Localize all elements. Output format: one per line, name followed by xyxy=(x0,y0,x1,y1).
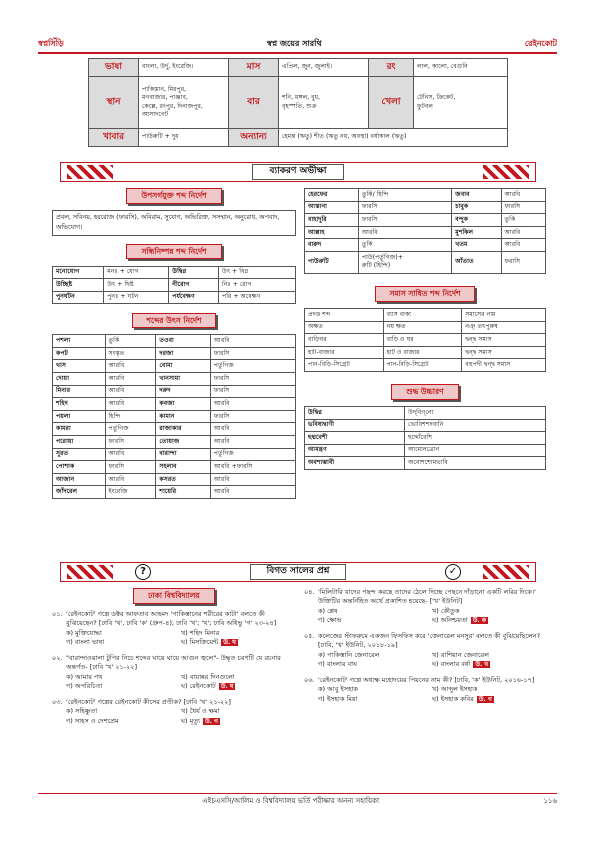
cell: দ্বন্দ্ব সমাস xyxy=(462,346,546,359)
cell: মিনার xyxy=(53,385,106,398)
cell: পাউরুটি xyxy=(305,251,359,273)
cell: ভোবিশশদবানি xyxy=(405,419,546,432)
place-line: পাকিস্তান, মিরপুর, xyxy=(142,86,187,94)
banner-stripe-right xyxy=(483,165,529,179)
day-line: বৃহস্পতি, শুক্র xyxy=(282,102,317,110)
cell: অবশ্যম্ভাবী xyxy=(305,457,405,470)
cell: উৎ + ছিষ্ট xyxy=(104,279,169,292)
right-column xyxy=(304,188,546,470)
option-b: খ) রাশিয়ান জেনারেল xyxy=(432,650,489,659)
table-row xyxy=(305,359,546,372)
cell: উচ্ছিষ্ট xyxy=(53,279,104,292)
day-line: শনি, মঙ্গল, বুধ, xyxy=(282,94,321,102)
option-b: খ) কৌতুক xyxy=(432,606,460,615)
question-number: ০৩. xyxy=(52,697,63,706)
cell: আরবি xyxy=(210,335,295,348)
cell: শহিদ xyxy=(53,398,106,411)
page-footer xyxy=(38,793,557,806)
table-row xyxy=(53,373,296,386)
grammar-banner xyxy=(60,162,536,182)
table-row xyxy=(305,444,546,457)
table-row xyxy=(305,419,546,432)
option-b: খ) শহিদ মিনার xyxy=(181,628,220,637)
cell: আরবি xyxy=(105,360,156,373)
past-questions-title: বিগত সালের প্রশ্ন xyxy=(250,564,347,579)
cell: কবজা xyxy=(156,398,210,411)
info-value-game xyxy=(414,77,508,129)
table-row xyxy=(53,291,296,304)
place-line: মগবাজার, পাঞ্জাব, xyxy=(142,94,188,102)
cell: নীরোগ xyxy=(169,279,219,292)
cell: হাট ও বাজার xyxy=(383,346,462,359)
cell: পোশাক xyxy=(53,461,106,474)
header-right: রেইনকোট xyxy=(524,39,557,48)
cell: তুর্কি xyxy=(105,335,156,348)
cell: ফরাসি xyxy=(501,251,545,273)
table-row xyxy=(53,486,296,499)
questions-right xyxy=(304,588,546,710)
cell: উদ্‌বিগ্‌নো xyxy=(405,406,546,419)
cell: ফারসি xyxy=(210,410,295,423)
info-value-place xyxy=(139,77,229,129)
option-b: খ) আব্দুল ইসহাক xyxy=(432,685,478,694)
banner-stripe-left xyxy=(67,165,113,179)
cell: দরুদ xyxy=(156,385,210,398)
table-row xyxy=(305,308,546,321)
question-number: ০৫. xyxy=(304,631,315,640)
table-row xyxy=(53,448,296,461)
cell: ফারসি xyxy=(358,201,451,214)
cell: আরবি xyxy=(105,448,156,461)
cell: সুরত xyxy=(53,448,106,461)
question-number: ০১. xyxy=(52,610,63,618)
option-d-text: ঘ) ইসহাক কবির xyxy=(432,694,474,703)
cell: আরবি xyxy=(105,473,156,486)
banner-stripe-left xyxy=(67,565,113,579)
section-utsa-title: শব্দের উৎস নির্দেশ xyxy=(132,313,217,328)
cell: আমোনত্রোন xyxy=(405,444,546,457)
cell: সহলাব xyxy=(156,461,210,474)
banner-stripe-right xyxy=(483,565,529,579)
question-number: ০২. xyxy=(52,653,63,662)
cell: আরবি xyxy=(105,398,156,411)
info-key-food: খাবার xyxy=(89,129,139,147)
check-mark-icon: ✓ xyxy=(445,564,461,580)
cell: মুশকিল xyxy=(452,226,501,239)
table-row xyxy=(53,347,296,360)
info-key-game: খেলা xyxy=(369,77,414,129)
cell: তুর্কি xyxy=(358,239,451,252)
cell: তুর্কি/ হিন্দি xyxy=(358,189,451,202)
cell: ফারসি xyxy=(210,373,295,386)
cell: ছদ্মবেশী xyxy=(305,432,405,445)
table-row xyxy=(305,226,546,239)
cell: মনঃ + যোগ xyxy=(104,266,169,279)
cell: ফারসি xyxy=(501,201,545,214)
header-left: স্বপ্নসিঁড়ি xyxy=(38,39,64,48)
table-row xyxy=(53,279,296,292)
option-d-text: ঘ) মিসক্রিয়েন্ট xyxy=(181,638,219,647)
option-d-text: ঘ) বাংলার বর্ষা xyxy=(432,660,471,669)
cell: বাড়ি ও ঘর xyxy=(383,334,462,347)
cell: আরবি xyxy=(210,473,295,486)
cell: আরবি xyxy=(210,486,295,499)
game-line: টেনিস, ক্রিকেট, xyxy=(417,94,456,102)
cell: কামরা xyxy=(53,423,106,436)
option-c: গ) বাংলা ভাষা xyxy=(66,638,105,647)
game-line: ফুটবল xyxy=(417,102,433,110)
table-row xyxy=(53,385,296,398)
cell: মনোযোগ xyxy=(53,266,104,279)
info-value-food: পাউরুটি + দুধ xyxy=(139,129,229,147)
info-row-3 xyxy=(89,129,508,147)
questions-left xyxy=(52,588,296,732)
info-value-other: হেমন্ত (ঋতু) শীত (ঋতু নয়, অবস্থা) বর্ষাকাল (ঋতু) xyxy=(279,129,508,147)
section-dhaka xyxy=(52,588,296,604)
cell: জবাব xyxy=(452,189,501,202)
cell: আরবি xyxy=(210,398,295,411)
option-a: ক) শ্লেষ xyxy=(318,606,338,615)
cell: পর্যবেক্ষণ xyxy=(169,291,219,304)
info-value-language: বাংলা, উর্দু, ইংরেজি। xyxy=(139,59,229,77)
samas-table xyxy=(304,308,546,372)
cell: বারান্দা xyxy=(156,448,210,461)
answer-badge: উ. ঘ xyxy=(220,683,234,691)
cell: পর্তুগিজ xyxy=(210,360,295,373)
cell: আরবি xyxy=(501,226,545,239)
option-d xyxy=(432,695,546,705)
place-line: আসাদগেট xyxy=(142,110,169,118)
table-row xyxy=(305,406,546,419)
cell: কসরত xyxy=(156,473,210,486)
cell: অক্ষত xyxy=(305,321,384,334)
question-text: 'রেইনকোট' গল্পে ডক্টর আফতাব আহমদ 'পাকিস্তানের শরীরের কাটা' বলতে কী বুঝিয়েছেন? [ঢাবি 'খ', ঢাবি 'ক' (গ্রুপ-৪); ঢাবি 'খ'; 'খ'; ঢাবি অধিভু 'গ' ২৩-২৪] xyxy=(66,610,277,628)
cell: আস্তানা xyxy=(305,201,359,214)
question xyxy=(52,610,296,648)
answer-badge: উ. ঘ xyxy=(475,661,489,669)
table-row xyxy=(53,360,296,373)
cell: রাজাকার xyxy=(156,423,210,436)
option-c: গ) ইসহাক মিয়া xyxy=(318,694,358,703)
cell: দ্বন্দ্ব সমাস xyxy=(462,334,546,347)
page-number: ১১৬ xyxy=(543,797,557,805)
cell: খাস xyxy=(53,360,106,373)
cell: বোমা xyxy=(156,360,210,373)
table-row xyxy=(53,398,296,411)
cell: উৎ + বিগ্ন xyxy=(219,266,296,279)
cell: নয় ক্ষত xyxy=(383,321,462,334)
question xyxy=(52,698,296,727)
cell: কামান xyxy=(156,410,210,423)
header-center: স্বপ্ন জয়ের সারথি xyxy=(266,39,322,48)
cell: ফারসি xyxy=(210,385,295,398)
info-value-month: এপ্রিল, জুন, জুলাই। xyxy=(279,59,369,77)
question xyxy=(304,676,546,705)
question xyxy=(304,632,546,670)
section-upasarga-title: উপসর্গযুক্ত শব্দ নির্দেশ xyxy=(126,188,221,203)
question-text: "বারান্দাওয়ালা টুপির নিচে শব্দের ঘায়ে ঘায়ে আগুন জ্বলে"- উদ্ধৃত চরণটি যে রচনার অন্তর্গত- [ঢাবি 'খ' ২১-২২] xyxy=(66,653,281,672)
cell: আরবি xyxy=(501,239,545,252)
question xyxy=(52,654,296,692)
option-d xyxy=(181,682,296,692)
header-rule xyxy=(38,52,557,54)
answer-badge: উ. ঘ xyxy=(223,639,236,647)
option-b: খ) ধৈর্য ও ক্ষমা xyxy=(181,707,220,716)
cell: আরবি xyxy=(210,423,295,436)
footer-text: এইচএসসি/আলিম ও বিশ্ববিদ্যালয় ভর্তি পরীক্ষার অনন্য সহায়িকা xyxy=(202,797,380,805)
cell: হেরফের xyxy=(305,189,359,202)
info-table xyxy=(88,58,508,147)
cell: আল্লাহ xyxy=(305,226,359,239)
question-number: ০৪. xyxy=(304,588,315,596)
info-key-other: অন্যান্য xyxy=(229,129,279,147)
cell: শায়েরি xyxy=(156,486,210,499)
cell: আরবি xyxy=(105,385,156,398)
cell: ইংরেজি xyxy=(105,486,156,499)
cell: আজান xyxy=(53,473,106,486)
table-row xyxy=(305,346,546,359)
cell: সমাসের নাম xyxy=(462,308,546,321)
table-row xyxy=(53,410,296,423)
answer-badge: উ. ক xyxy=(472,617,486,625)
cell: কপট xyxy=(53,347,106,360)
table-row xyxy=(53,461,296,474)
cell: তোয়াজ xyxy=(156,436,210,449)
table-row xyxy=(305,214,546,227)
table-row xyxy=(305,334,546,347)
table-row xyxy=(305,251,546,273)
cell: বহুপদী দ্বন্দ্ব সমাস xyxy=(462,359,546,372)
info-value-color: লাল, কালো, বেগুনি xyxy=(414,59,508,77)
cell: প্রদত্ত শব্দ xyxy=(305,308,384,321)
cell: খানসামা xyxy=(156,373,210,386)
cell xyxy=(358,251,451,273)
cell: পান-বিড়ি-সিগ্রেট xyxy=(383,359,462,372)
cell: পর্তুগিজ xyxy=(105,423,156,436)
question-text: কলেজের স্টাফরুমে একজন ফিসফিস করে 'জেনারেল মনসুর' বলতে কী বুঝিয়েছিলেন? [ঢাবি, 'খ' ইউনিট, ২০১৮-১৯] xyxy=(318,631,541,650)
cell: পয়লা xyxy=(53,410,106,423)
past-questions-banner xyxy=(60,562,536,582)
cell: আঁতাত xyxy=(452,251,501,273)
table-row xyxy=(53,423,296,436)
cell: ফারসি xyxy=(105,461,156,474)
cell: হাট-বাজার xyxy=(305,346,384,359)
cell: ফারসি xyxy=(210,347,295,360)
option-d-text: ঘ) রেইনকোট xyxy=(181,682,216,691)
table-row xyxy=(305,189,546,202)
table-row xyxy=(53,335,296,348)
option-d xyxy=(432,660,546,670)
info-value-day xyxy=(279,77,369,129)
option-c: গ) সাহস ও দেশপ্রেম xyxy=(66,716,119,725)
cell: পরি + অবেক্ষণ xyxy=(219,291,296,304)
option-a: ক) সহিষ্ণুতা xyxy=(66,707,98,716)
info-key-language: ভাষা xyxy=(89,59,139,77)
section-sandhi xyxy=(52,244,296,260)
table-row xyxy=(305,201,546,214)
left-column xyxy=(52,188,296,499)
answer-badge: উ. গ xyxy=(205,717,218,725)
cell: পুনঃ + ঘটন xyxy=(104,291,169,304)
cell: ছদ্দোঁবেশি xyxy=(405,432,546,445)
cell: হিন্দি xyxy=(105,410,156,423)
option-b: খ) বায়ান্নর দিনগুলো xyxy=(181,672,235,681)
ucc-table xyxy=(304,406,546,470)
cell: খতম xyxy=(452,239,501,252)
upasarga-box: প্রবল, সবিনয়, হররোজ (ফারসি), অবিরাম, সুযোগ, অভিরিক্ত, সসম্মান, অনুরোধ, অপবাদ, অভিযোগ। xyxy=(52,210,296,236)
cell: আরবি xyxy=(358,226,451,239)
origin-line: রুটি (হিন্দি) xyxy=(361,262,391,270)
option-c: গ) বাংলার বাঘ xyxy=(318,660,358,669)
cell: সংস্কৃত xyxy=(105,347,156,360)
cell: বারুদ xyxy=(305,239,359,252)
info-row-1 xyxy=(89,59,508,77)
cell: বাহাদুরি xyxy=(305,214,359,227)
question xyxy=(304,588,546,626)
info-key-place: স্থান xyxy=(89,77,139,129)
cell: পর্তুগিজ xyxy=(210,448,295,461)
cell: আরবি xyxy=(105,373,156,386)
question-text: 'রেইনকোট' গল্পের রেইনকোট কীসের প্রতীক? [ঢাবি 'খ' ২১-২২] xyxy=(66,697,231,706)
question-number: ০৬. xyxy=(304,675,315,684)
question-mark-icon: ? xyxy=(135,564,151,580)
table-row xyxy=(53,436,296,449)
cell: নিঃ + রোগ xyxy=(219,279,296,292)
question-text: 'রেইনকোট' গল্পে অধ্যক্ষ মহোদয়ের পিয়নের নাম কী? [ঢাবি, 'ক' ইউনিট, ২০১৬-১৭] xyxy=(318,675,535,684)
table-row xyxy=(305,457,546,470)
cell: তুর্কি xyxy=(501,214,545,227)
option-d-text: ঘ) মৃত্যু xyxy=(181,716,200,725)
section-sandhi-title: সন্ধিনিষ্পন্ন শব্দ নির্দেশ xyxy=(126,244,221,259)
option-d xyxy=(181,638,296,648)
cell: আমন্ত্রণ xyxy=(305,444,405,457)
table-row xyxy=(305,239,546,252)
info-key-color: রং xyxy=(369,59,414,77)
info-key-month: মাস xyxy=(229,59,279,77)
section-ucc xyxy=(304,384,546,400)
cell: জাঁদরেল xyxy=(53,486,106,499)
page-header xyxy=(38,38,557,50)
cell: ফারসি xyxy=(358,214,451,227)
cell: পরোয়া xyxy=(53,436,106,449)
cell: চাবুক xyxy=(452,201,501,214)
table-row xyxy=(305,432,546,445)
option-c: গ) অপরিচিতা xyxy=(66,682,103,691)
cell: উদ্বিগ্ন xyxy=(305,406,405,419)
section-samas-title: সমাস সাধিত শব্দ নির্দেশ xyxy=(375,286,476,301)
cell: দোয়া xyxy=(53,373,106,386)
question-text: 'মিলিটারি যাদের পছন্দ করছে তাদের ঠেলে দিচ্ছে পেছনে দাঁড়ানো একটি লরির দিকে।' উক্তিটির অন্তর্নিহিত অর্থে প্রকাশিত হয়েছে- ['খ' ইউনিট] xyxy=(318,588,536,606)
section-utsa xyxy=(52,312,296,328)
option-a: ক) মুক্তিযোদ্ধা xyxy=(66,628,102,637)
utsa-table xyxy=(52,334,296,499)
info-key-day: বার xyxy=(229,77,279,129)
option-d xyxy=(181,717,296,727)
answer-badge: উ. গ xyxy=(478,695,492,703)
cell: অবোশশোমভাবি xyxy=(405,457,546,470)
cell: আরবি xyxy=(501,189,545,202)
cell: বন্দুক xyxy=(452,214,501,227)
option-c: গ) ক্ষোভ xyxy=(318,616,342,625)
table-row xyxy=(305,321,546,334)
cell: ভবিষ্যদ্বাণী xyxy=(305,419,405,432)
cell: পুনর্ঘটন xyxy=(53,291,104,304)
cell: পান-বিড়ি-সিগ্রেট xyxy=(305,359,384,372)
origin-line: পাউ(পর্তুগিজ)+ xyxy=(361,254,403,262)
grammar-banner-title: ব্যাকরণ অভীক্ষা xyxy=(252,164,343,179)
section-samas xyxy=(304,286,546,302)
table-row xyxy=(53,473,296,486)
option-d-text: ঘ) অনিশ্চয়তা xyxy=(432,616,468,625)
cell: ফারসি xyxy=(105,436,156,449)
origin-table-2 xyxy=(304,188,546,274)
cell: উদ্বিগ্ন xyxy=(169,266,219,279)
table-row xyxy=(53,266,296,279)
cell: দরজা xyxy=(156,347,210,360)
info-row-2 xyxy=(89,77,508,129)
cell: পশলা xyxy=(53,335,106,348)
cell: ব্যাস বাক্য xyxy=(383,308,462,321)
cell: তওবা xyxy=(156,335,210,348)
option-a: ক) পাকিস্তানি জেনারেল xyxy=(318,650,380,659)
cell: বাড়িঘর xyxy=(305,334,384,347)
cell: নঞ্ তৎপুরুষ xyxy=(462,321,546,334)
cell: আরবি xyxy=(210,436,295,449)
section-dhaka-title: ঢাকা বিশ্ববিদ্যালয় xyxy=(133,588,215,605)
option-a: ক) আমার পথ xyxy=(66,672,103,681)
place-line: কেল্লে, রংপুর, দিনাজপুর, xyxy=(142,102,203,110)
option-d xyxy=(432,616,546,626)
sandhi-table xyxy=(52,266,296,305)
section-upasarga xyxy=(52,188,296,204)
cell: আরবি +ফারসি xyxy=(210,461,295,474)
option-a: ক) আবু ইসহাক xyxy=(318,685,358,694)
section-ucc-title: শুদ্ধ উচ্চারণ xyxy=(391,384,458,399)
